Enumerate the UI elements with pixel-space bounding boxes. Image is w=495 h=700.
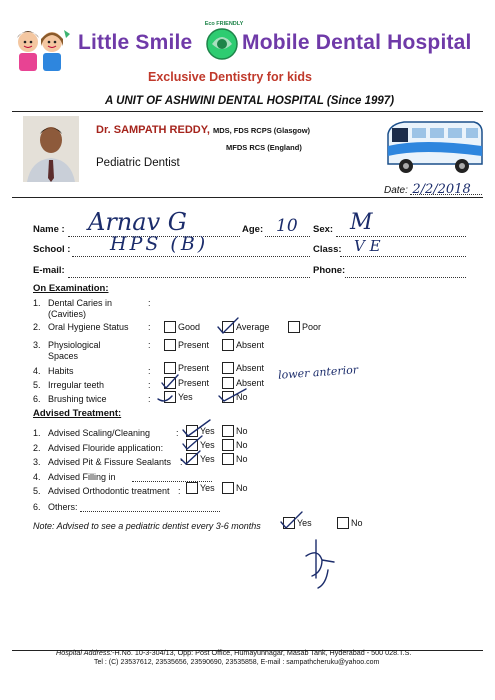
exam-colon-4: :: [148, 366, 151, 376]
email-line: [68, 277, 310, 278]
spaces-present-checkbox[interactable]: [164, 339, 176, 351]
sealants-no-label: No: [236, 454, 248, 464]
exam-label-2: Oral Hygiene Status: [48, 322, 129, 332]
exam-num-3: 3.: [33, 340, 41, 350]
treat-label-4: Advised Filling in: [48, 472, 116, 482]
treat-num-1: 1.: [33, 428, 41, 438]
oral-hygiene-average-checkbox[interactable]: [222, 321, 234, 333]
note-no-checkbox[interactable]: [337, 517, 349, 529]
exam-num-6: 6.: [33, 394, 41, 404]
date-field: [384, 180, 471, 198]
flouride-yes-checkbox[interactable]: [186, 439, 198, 451]
oral-hygiene-poor-checkbox[interactable]: [288, 321, 300, 333]
scaling-yes-label: Yes: [200, 426, 215, 436]
note-no-label: No: [351, 518, 363, 528]
exam-colon-6: :: [148, 394, 151, 404]
spaces-present-label: Present: [178, 340, 210, 350]
spaces-absent-label: Absent: [236, 340, 265, 350]
note-yes-checkbox[interactable]: [283, 517, 295, 529]
phone-line: [345, 277, 466, 278]
mobile-bus-illustration: [382, 116, 486, 178]
name-label: Name :: [33, 224, 65, 235]
flouride-yes-label: Yes: [200, 440, 215, 450]
exam-label-1: Dental Caries in (Cavities): [48, 298, 113, 319]
habits-present-label: Present: [178, 363, 210, 373]
treat-label-6: Others:: [48, 502, 78, 512]
signature: [306, 540, 334, 588]
exam-label-6: Brushing twice: [48, 394, 107, 404]
sealants-yes-label: Yes: [200, 454, 215, 464]
treat-label-5: Advised Orthodontic treatment: [48, 486, 170, 496]
address-label: Hospital Address:: [56, 648, 113, 657]
exam-colon-2: :: [148, 322, 151, 332]
sex-label: Sex:: [313, 224, 334, 235]
exam-num-1: 1.: [33, 298, 41, 308]
exam-label-3: Physiological Spaces: [48, 340, 101, 361]
exam-label-4: Habits: [48, 366, 74, 376]
exam-num-5: 5.: [33, 380, 41, 390]
age-line: [265, 236, 310, 237]
phone-label: Phone:: [313, 265, 346, 276]
ortho-no-checkbox[interactable]: [222, 482, 234, 494]
footer-address: [56, 648, 411, 657]
class-value[interactable]: V E: [354, 237, 381, 255]
age-label: Age:: [242, 224, 264, 235]
doctor-name-text: Dr. SAMPATH REDDY,: [96, 124, 210, 136]
habits-present-checkbox[interactable]: [164, 362, 176, 374]
eco-friendly-text: Eco FRIENDLY: [204, 21, 244, 27]
name-value[interactable]: Arnav G: [88, 208, 187, 236]
treat-num-2: 2.: [33, 443, 41, 453]
oral-hygiene-good-checkbox[interactable]: [164, 321, 176, 333]
class-line: [340, 256, 466, 257]
age-value[interactable]: 10: [276, 216, 298, 236]
ortho-yes-label: Yes: [200, 483, 215, 493]
brushing-no-label: No: [236, 392, 248, 402]
habits-absent-label: Absent: [236, 363, 265, 373]
treat-colon-1: :: [176, 428, 179, 438]
note-text: Note: Advised to see a pediatric dentist every 3-6 months: [33, 521, 261, 531]
treat-num-3: 3.: [33, 457, 41, 467]
exam-colon-1: :: [148, 298, 151, 308]
treat-colon-3: :: [180, 457, 183, 467]
eco-friendly-logo: [202, 22, 242, 64]
header-rule: [12, 111, 483, 112]
ortho-no-label: No: [236, 483, 248, 493]
brushing-yes-checkbox[interactable]: [164, 391, 176, 403]
date-line: [410, 194, 482, 195]
doctor-rule: [12, 197, 483, 198]
oral-hygiene-good-label: Good: [178, 322, 201, 332]
brushing-no-checkbox[interactable]: [222, 391, 234, 403]
sealants-no-checkbox[interactable]: [222, 453, 234, 465]
school-line: [72, 256, 310, 257]
treat-num-5: 5.: [33, 486, 41, 496]
others-line: [80, 511, 220, 512]
sex-value[interactable]: M: [350, 210, 373, 235]
treat-label-2: Advised Flouride application:: [48, 443, 164, 453]
hospital-subtitle: Exclusive Dentistry for kids: [148, 70, 312, 84]
habits-absent-checkbox[interactable]: [222, 362, 234, 374]
hospital-title-right: Mobile Dental Hospital: [242, 31, 472, 54]
treat-label-3: Advised Pit & Fissure Sealants: [48, 457, 172, 467]
note-yes-label: Yes: [297, 518, 312, 528]
spaces-absent-checkbox[interactable]: [222, 339, 234, 351]
filling-line: [132, 481, 212, 482]
exam-colon-3: :: [148, 340, 151, 350]
doctor-photo: [23, 116, 79, 182]
exam-num-4: 4.: [33, 366, 41, 376]
date-label: Date:: [384, 185, 408, 196]
class-label: Class:: [313, 244, 342, 255]
treat-num-6: 6.: [33, 502, 41, 512]
brushing-yes-label: Yes: [178, 392, 193, 402]
ortho-yes-checkbox[interactable]: [186, 482, 198, 494]
doctor-quals-2: MFDS RCS (England): [226, 143, 302, 152]
oral-hygiene-poor-label: Poor: [302, 322, 322, 332]
doctor-quals-1: MDS, FDS RCPS (Glasgow): [212, 126, 311, 135]
scaling-yes-checkbox[interactable]: [186, 425, 198, 437]
address-text: -H.No. 10-3-304/13, Opp: Post Office, Humayunnagar, Masab Tank, Hyderabad - 500 028.T.S.: [112, 648, 412, 657]
scaling-no-checkbox[interactable]: [222, 425, 234, 437]
doctor-name: [96, 124, 310, 136]
flouride-no-checkbox[interactable]: [222, 439, 234, 451]
irregular-absent-label: Absent: [236, 378, 265, 388]
irregular-present-label: Present: [178, 378, 210, 388]
treat-colon-5: :: [178, 486, 181, 496]
school-value[interactable]: HPS (B): [110, 233, 209, 255]
email-label: E-mail:: [33, 265, 65, 276]
scaling-no-label: No: [236, 426, 248, 436]
oral-hygiene-average-label: Average: [236, 322, 270, 332]
exam-colon-5: :: [148, 380, 151, 390]
kids-logo: [8, 24, 74, 78]
school-label: School :: [33, 244, 71, 255]
treatment-heading: Advised Treatment:: [33, 408, 122, 419]
hospital-title-left: Little Smile: [78, 31, 193, 54]
flouride-no-label: No: [236, 440, 248, 450]
exam-num-2: 2.: [33, 322, 41, 332]
treat-label-1: Advised Scaling/Cleaning: [48, 428, 151, 438]
treat-num-4: 4.: [33, 472, 41, 482]
irregular-absent-checkbox[interactable]: [222, 377, 234, 389]
unit-line: A UNIT OF ASHWINI DENTAL HOSPITAL (Since 1997): [105, 95, 395, 107]
exam-label-5: Irregular teeth: [48, 380, 105, 390]
examination-heading: On Examination:: [33, 283, 109, 294]
date-value: 2/2/2018: [412, 182, 471, 197]
irregular-present-checkbox[interactable]: [164, 377, 176, 389]
doctor-role: Pediatric Dentist: [96, 157, 180, 169]
footer-tel: Tel : (C) 23537612, 23535656, 23590690, 23535858, E-mail : sampathcheruku@yahoo.com: [94, 659, 380, 666]
sealants-yes-checkbox[interactable]: [186, 453, 198, 465]
irregular-note: lower anterior: [277, 363, 359, 382]
